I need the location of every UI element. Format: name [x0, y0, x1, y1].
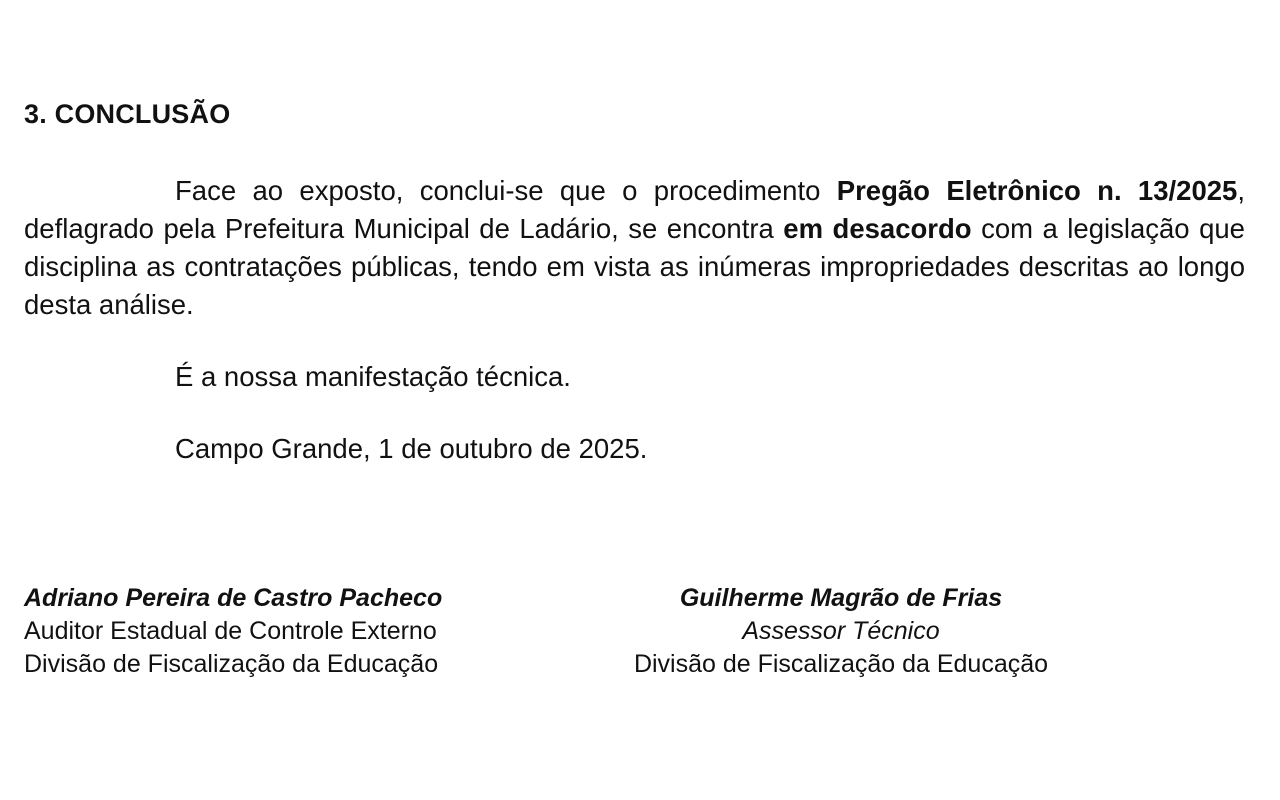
conclusion-paragraph	[24, 172, 1245, 324]
signature-block-auditor	[24, 582, 442, 681]
signatory-role: Assessor Técnico	[742, 617, 940, 645]
signatory-role: Auditor Estadual de Controle Externo	[24, 617, 437, 645]
signatory-name: Guilherme Magrão de Frias	[679, 584, 1003, 612]
procedure-reference: Pregão Eletrônico n. 13/2025	[836, 175, 1238, 206]
place-and-date: Campo Grande, 1 de outubro de 2025.	[175, 433, 648, 464]
signatory-division: Divisão de Fiscalização da Educação	[24, 650, 439, 678]
paragraph-text-1: Face ao exposto, conclui-se que o procedimento	[175, 175, 837, 206]
signatory-name: Adriano Pereira de Castro Pacheco	[24, 584, 443, 612]
signatory-division: Divisão de Fiscalização da Educação	[633, 650, 1049, 678]
disagreement-emphasis: em desacordo	[783, 213, 972, 244]
paragraph-text-3: com a legislação que disciplina as contratações públicas, tendo em vista as inúmeras impropriedades descritas ao longo desta análise.	[24, 213, 1245, 320]
section-heading: 3. CONCLUSÃO	[24, 99, 231, 129]
paragraph-text-2: , deflagrado pela Prefeitura Municipal de Ladário, se encontra	[24, 175, 1245, 244]
closing-statement: É a nossa manifestação técnica.	[175, 361, 571, 392]
signature-block-advisor	[596, 582, 1086, 681]
